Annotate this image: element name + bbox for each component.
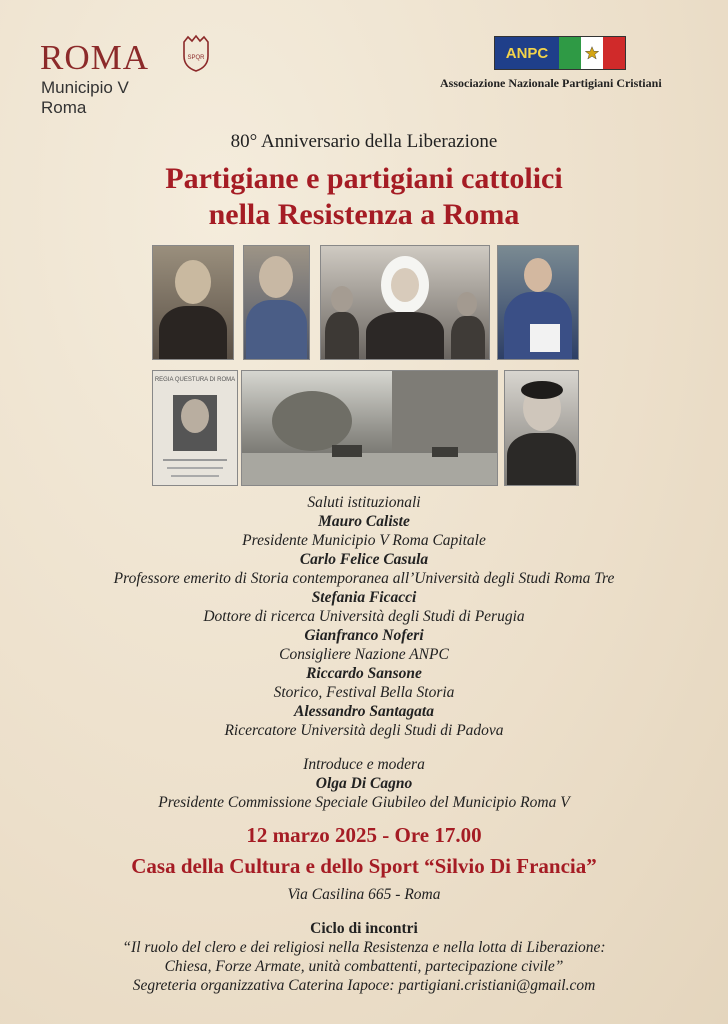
photo-nun-group <box>320 245 490 360</box>
greetings-label: Saluti istituzionali <box>307 494 421 511</box>
secretary-contact: Segreteria organizzativa Caterina Iapoce: partigiani.cristiani@gmail.com <box>132 977 596 994</box>
document-header-text: REGIA QUESTURA DI ROMA <box>154 377 236 383</box>
speaker-name: Gianfranco Noferi <box>304 627 424 644</box>
flag-red <box>603 37 625 69</box>
anniversary-heading: 80° Anniversario della Liberazione <box>230 131 498 152</box>
moderator-name: Olga Di Cagno <box>315 775 413 792</box>
municipio-label: Municipio V <box>41 78 129 97</box>
event-date-time: 12 marzo 2025 - Ore 17.00 <box>246 823 482 847</box>
speaker-role: Presidente Municipio V Roma Capitale <box>242 532 486 549</box>
photo-scout-portrait <box>243 245 310 360</box>
photo-street-scene <box>241 370 498 486</box>
photo-police-document <box>152 370 238 486</box>
speaker-role: Professore emerito di Storia contemporanea all’Università degli Studi Roma Tre <box>113 570 615 587</box>
event-address: Via Casilina 665 - Roma <box>287 886 441 903</box>
flag-green <box>559 37 581 69</box>
speaker-name: Riccardo Sansone <box>306 665 422 682</box>
speaker-role: Storico, Festival Bella Storia <box>273 684 455 701</box>
speaker-name: Stefania Ficacci <box>311 589 417 606</box>
event-venue: Casa della Cultura e dello Sport “Silvio Di Francia” <box>131 854 597 878</box>
speaker-name: Mauro Caliste <box>318 513 410 530</box>
speaker-role: Ricercatore Università degli Studi di Padova <box>224 722 504 739</box>
series-label: Ciclo di incontri <box>310 920 418 937</box>
speaker-role: Consigliere Nazione ANPC <box>279 646 449 663</box>
svg-text:SPQR: SPQR <box>187 55 205 61</box>
main-title-line1: Partigiane e partigiani cattolici <box>165 162 563 195</box>
municipio-city: Roma <box>41 98 87 117</box>
main-title-line2: nella Resistenza a Roma <box>208 198 520 231</box>
speaker-name: Carlo Felice Casula <box>299 551 429 568</box>
anpc-logo <box>494 36 626 70</box>
photo-priest-portrait <box>152 245 234 360</box>
anpc-label: ANPC <box>495 37 559 69</box>
moderator-label: Introduce e modera <box>303 756 425 773</box>
roma-logo-text: ROMA <box>40 38 150 77</box>
photo-young-man-portrait <box>504 370 579 486</box>
series-title-line2: Chiesa, Forze Armate, unità combattenti, partecipazione civile” <box>164 958 564 975</box>
association-name: Associazione Nazionale Partigiani Cristiani <box>440 76 662 90</box>
speaker-name: Alessandro Santagata <box>294 703 434 720</box>
flag-white <box>581 37 603 69</box>
star-icon <box>585 46 599 60</box>
photo-elderly-man-speaking <box>497 245 579 360</box>
series-title-line1: “Il ruolo del clero e dei religiosi nella Resistenza e nella lotta di Liberazione: <box>122 939 606 956</box>
speaker-role: Dottore di ricerca Università degli Studi di Perugia <box>203 608 525 625</box>
roma-crest-icon <box>181 34 211 72</box>
moderator-role: Presidente Commissione Speciale Giubileo del Municipio Roma V <box>158 794 570 811</box>
